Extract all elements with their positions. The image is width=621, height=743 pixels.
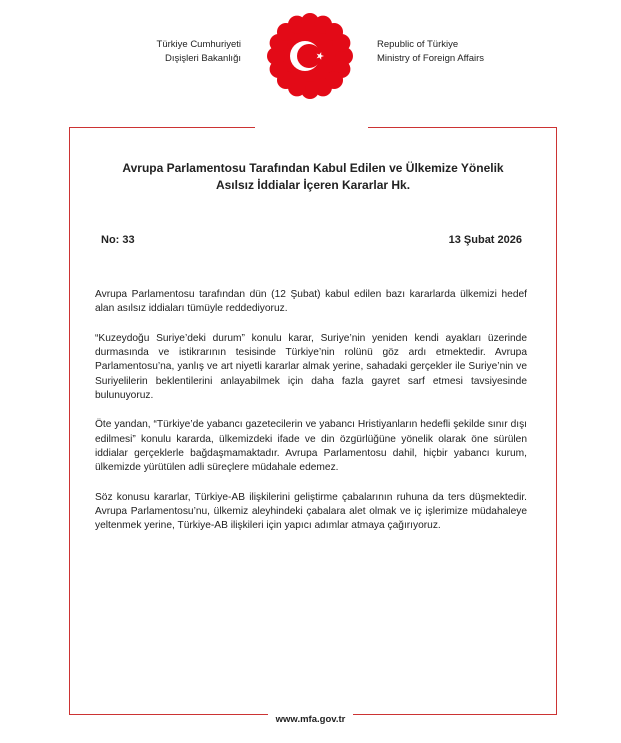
body-text bbox=[95, 288, 527, 549]
paragraph: Öte yandan, “Türkiye’de yabancı gazetecilerin ve yabancı Hristiyanların hedefli şekilde sınır dışı edilmesi” konulu kararda, ülkemizdeki ifade ve din özgürlüğüne yönelik olarak öne sürülen iddialar gerçeklerle bağdaşmamaktadır. Avrupa Parlamentosu dahil, hiçbir yabancı kurum, ülkemizde yürütülen adli süreçlere müdahale edemez. bbox=[95, 419, 527, 474]
document-title bbox=[95, 160, 531, 194]
paragraph: Söz konusu kararlar, Türkiye-AB ilişkilerini geliştirme çabalarının ruhuna da ters düşmektedir. Avrupa Parlamentosu’nu, ülkemiz aleyhindeki çabalara alet olmak ve iç işlerimize müdahaleye yeltenmek yerine, Türkiye-AB ilişkileri için yapıcı adımlar atmaya çağırıyoruz. bbox=[95, 491, 527, 532]
footer-url[interactable] bbox=[0, 714, 621, 725]
frame-top-right-rule bbox=[368, 127, 556, 128]
header-right bbox=[377, 38, 484, 66]
header-left bbox=[157, 38, 241, 66]
ministry-emblem-icon bbox=[264, 10, 356, 102]
header-left-line2: Dışişleri Bakanlığı bbox=[164, 53, 241, 64]
title-line1: Avrupa Parlamentosu Tarafından Kabul Edilen ve Ülkemize Yönelik bbox=[122, 161, 504, 175]
paragraph: Avrupa Parlamentosu tarafından dün (12 Şubat) kabul edilen bazı kararlarda ülkemizi hedef alan asılsız iddiaları tümüyle reddediyoruz. bbox=[95, 289, 527, 315]
header-right-line2: Ministry of Foreign Affairs bbox=[377, 53, 485, 64]
header-right-line1: Republic of Türkiye bbox=[377, 39, 459, 50]
emblem-petal bbox=[332, 34, 350, 52]
footer-url-text[interactable]: www.mfa.gov.tr bbox=[268, 714, 354, 725]
paragraph: “Kuzeydoğu Suriye’deki durum” konulu karar, Suriye’nin yeniden kendi ayakları üzerinde durmasında ve istikrarının tesisinde Türkiye’nin rolünü göz ardı etmektedir. Avrupa Parlamentosu’na, yanlış ve art niyetli kararlar almak yerine, sahadaki gerçekler ile Suriye’nin ve Suriyelilerin beklentilerini anlayabilmek için daha fazla gayret sarf etmesi tavsiyesinde bulunuyoruz. bbox=[95, 332, 527, 401]
header-left-line1: Türkiye Cumhuriyeti bbox=[156, 39, 241, 50]
press-release-date: 13 Şubat 2026 bbox=[448, 234, 522, 246]
press-release-number: No: 33 bbox=[101, 234, 135, 246]
title-line2: Asılsız İddialar İçeren Kararlar Hk. bbox=[215, 178, 411, 192]
frame-top-left-rule bbox=[69, 127, 255, 128]
